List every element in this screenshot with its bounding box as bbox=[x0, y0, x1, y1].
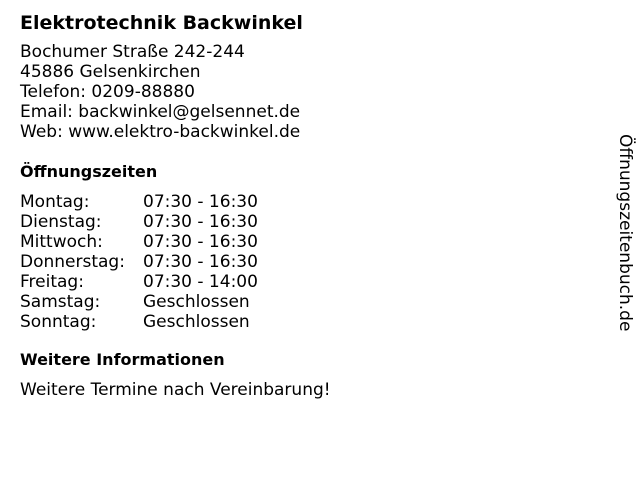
hours-row bbox=[20, 312, 258, 332]
hours-row bbox=[20, 272, 258, 292]
time-value: 07:30 - 16:30 bbox=[143, 232, 258, 252]
time-value: Geschlossen bbox=[143, 292, 250, 312]
email-address: Email: backwinkel@gelsennet.de bbox=[20, 102, 301, 122]
city-address: 45886 Gelsenkirchen bbox=[20, 62, 201, 82]
contact-block bbox=[20, 42, 580, 142]
time-value: 07:30 - 16:30 bbox=[143, 192, 258, 212]
day-label: Freitag: bbox=[20, 272, 84, 292]
day-label: Mittwoch: bbox=[20, 232, 103, 252]
hours-row bbox=[20, 252, 258, 272]
hours-row bbox=[20, 212, 258, 232]
phone-number: Telefon: 0209-88880 bbox=[20, 82, 195, 102]
info-heading: Weitere Informationen bbox=[20, 350, 225, 369]
day-label: Montag: bbox=[20, 192, 90, 212]
time-value: 07:30 - 16:30 bbox=[143, 212, 258, 232]
day-label: Donnerstag: bbox=[20, 252, 125, 272]
time-value: 07:30 - 14:00 bbox=[143, 272, 258, 292]
hours-row bbox=[20, 192, 258, 212]
day-label: Samstag: bbox=[20, 292, 101, 312]
hours-row bbox=[20, 292, 258, 312]
time-value: 07:30 - 16:30 bbox=[143, 252, 258, 272]
hours-table bbox=[20, 192, 258, 332]
day-label: Sonntag: bbox=[20, 312, 97, 332]
business-card bbox=[20, 10, 580, 400]
street-address: Bochumer Straße 242-244 bbox=[20, 42, 245, 62]
hours-heading: Öffnungszeiten bbox=[20, 162, 158, 181]
info-text: Weitere Termine nach Vereinbarung! bbox=[20, 380, 331, 400]
brand-watermark: Öffnungszeitenbuch.de bbox=[615, 134, 635, 332]
day-label: Dienstag: bbox=[20, 212, 102, 232]
time-value: Geschlossen bbox=[143, 312, 250, 332]
hours-row bbox=[20, 232, 258, 252]
website-address: Web: www.elektro-backwinkel.de bbox=[20, 122, 301, 142]
business-name: Elektrotechnik Backwinkel bbox=[20, 12, 303, 34]
